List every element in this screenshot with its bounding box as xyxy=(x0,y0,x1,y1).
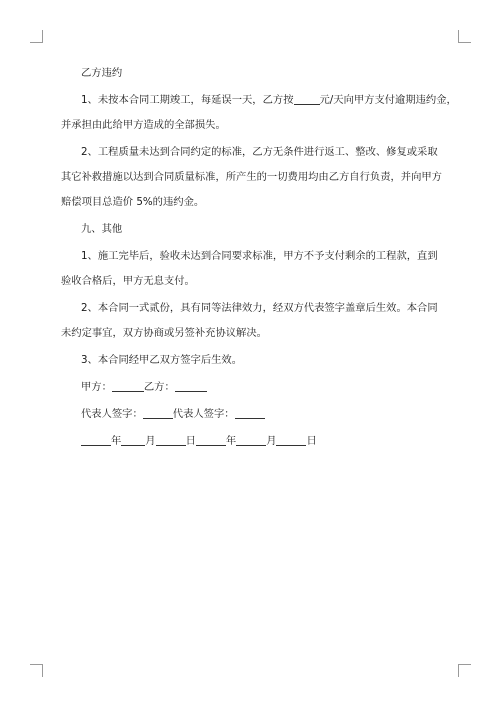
paragraph-2-line-1: 2、工程质量未达到合同约定的标准，乙方无条件进行返工、整改、修复或采取 xyxy=(81,146,438,158)
section-heading-other: 九、其他 xyxy=(81,223,123,235)
day-b-blank[interactable] xyxy=(276,433,306,446)
paragraph-2-line-2: 其它补救措施以达到合同质量标准，所产生的一切费用均由乙方自行负责，并向甲方 xyxy=(61,171,442,183)
rep-b-blank[interactable] xyxy=(235,406,265,419)
representative-signature-line xyxy=(61,403,445,425)
month-b-label: 月 xyxy=(266,435,277,447)
date-line xyxy=(61,430,445,452)
rep-b-label: 代表人签字： xyxy=(172,408,235,420)
year-a-label: 年 xyxy=(111,435,122,447)
other-2-line-2: 未约定事宜，双方协商或另签补充协议解决。 xyxy=(61,327,267,339)
party-a-blank[interactable] xyxy=(112,379,144,392)
other-2-line-1: 2、本合同一式贰份，具有同等法律效力，经双方代表签字盖章后生效。本合同 xyxy=(81,302,438,314)
year-b-label: 年 xyxy=(225,435,237,447)
month-b-blank[interactable] xyxy=(236,433,266,446)
party-b-label: 乙方： xyxy=(143,381,175,393)
other-1-line-2: 验收合格后，甲方无息支付。 xyxy=(61,275,195,287)
paragraph-1-line-2: 并承担由此给甲方造成的全部损失。 xyxy=(61,119,226,131)
corner-mark-bottom-left xyxy=(30,664,43,677)
rep-a-label: 代表人签字： xyxy=(81,408,143,420)
other-1-line-1: 1、施工完毕后，验收未达到合同要求标准，甲方不予支付剩余的工程款，直到 xyxy=(81,250,438,262)
section-heading-breach-b: 乙方违约 xyxy=(81,67,123,79)
corner-mark-top-left xyxy=(30,30,43,43)
party-b-blank[interactable] xyxy=(175,379,207,392)
party-a-label: 甲方： xyxy=(81,381,112,393)
month-a-blank[interactable] xyxy=(121,433,145,446)
document-body xyxy=(61,62,457,452)
penalty-rate-blank[interactable] xyxy=(294,92,320,105)
paragraph-1-text-pre: 1、未按本合同工期竣工，每延误一天，乙方按 xyxy=(81,94,294,106)
day-a-label: 日 xyxy=(185,435,196,447)
day-a-blank[interactable] xyxy=(156,433,186,446)
paragraph-2-line-3: 赔偿项目总造价 5%的违约金。 xyxy=(61,196,205,208)
corner-mark-top-right xyxy=(458,30,471,43)
other-3-line: 3、本合同经甲乙双方签字后生效。 xyxy=(81,354,243,366)
month-a-label: 月 xyxy=(145,435,156,447)
paragraph-1-text-post: 元/天向甲方支付逾期违约金， xyxy=(319,94,457,106)
rep-a-blank[interactable] xyxy=(143,406,173,419)
corner-mark-bottom-right xyxy=(458,664,471,677)
year-a-blank[interactable] xyxy=(81,433,111,446)
day-b-label: 日 xyxy=(306,435,317,447)
paragraph-1-line-1 xyxy=(61,89,457,111)
year-b-blank[interactable] xyxy=(196,433,226,446)
party-signature-line xyxy=(61,376,445,398)
